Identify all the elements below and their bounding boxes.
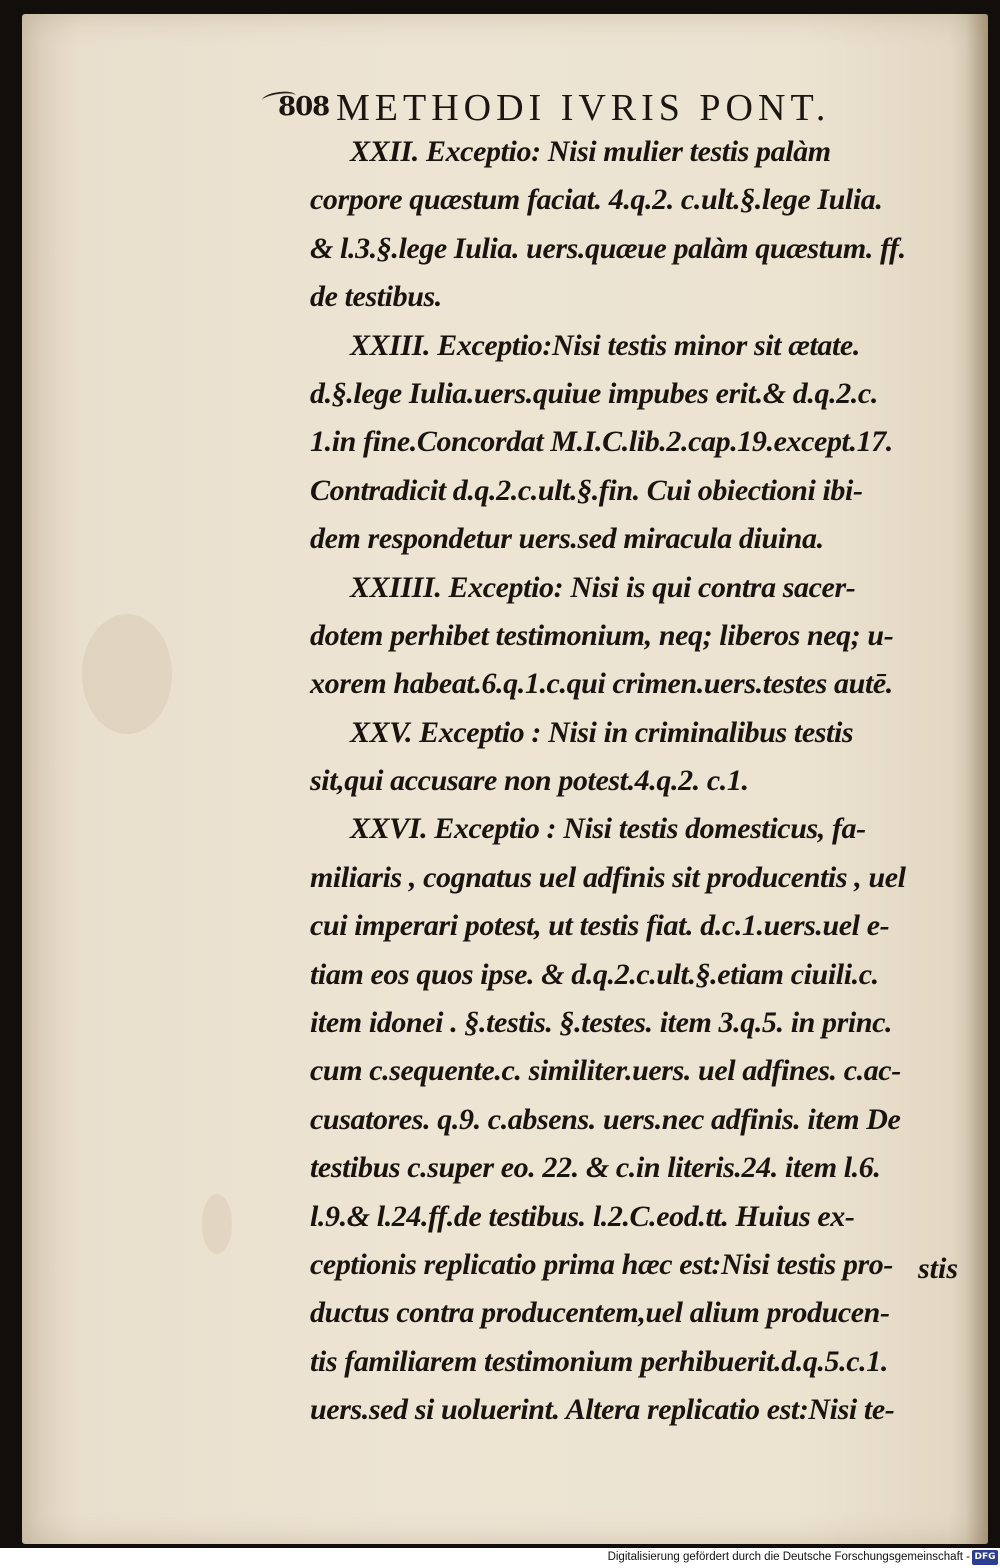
text-line: XXIIII. Exceptio: Nisi is qui contra sacer- — [350, 570, 856, 604]
footer-credit: Digitalisierung gefördert durch die Deutsche Forschungsgemeinschaft - — [607, 1551, 970, 1563]
text-line: cum c.sequente.c. similiter.uers. uel adfines. c.ac- — [310, 1054, 901, 1088]
text-line: dotem perhibet testimonium, neq; liberos neq; u- — [310, 618, 894, 652]
text-line: uers.sed si uoluerint. Altera replicatio est:Nisi te- — [310, 1393, 895, 1427]
text-line: testibus c.super eo. 22. & c.in literis.24. item l.6. — [310, 1151, 881, 1185]
paper-stain — [82, 614, 172, 734]
text-line: XXIII. Exceptio:Nisi testis minor sit ætate. — [350, 328, 860, 362]
running-head-title: METHODI IVRIS PONT. — [336, 87, 831, 129]
text-line: d.§.lege Iulia.uers.quiue impubes erit.& d.q.2.c. — [310, 376, 878, 410]
text-line: & l.3.§.lege Iulia. uers.quæue palàm quæstum. ff. — [310, 231, 906, 265]
text-line: ceptionis replicatio prima hæc est:Nisi testis pro- — [310, 1247, 893, 1281]
page-edge-shadow — [966, 14, 988, 1544]
text-line: cui imperari potest, ut testis fiat. d.c.1.uers.uel e- — [310, 909, 890, 943]
text-line: Contradicit d.q.2.c.ult.§.fin. Cui obiectioni ibi- — [310, 473, 863, 507]
text-line: sit,qui accusare non potest.4.q.2. c.1. — [310, 764, 749, 798]
text-line: xorem habeat.6.q.1.c.qui crimen.uers.testes autē. — [310, 667, 893, 701]
text-line: XXVI. Exceptio : Nisi testis domesticus, fa- — [350, 812, 866, 846]
text-line: l.9.& l.24.ff.de testibus. l.2.C.eod.tt. Huius ex- — [310, 1199, 855, 1233]
text-line: 1.in fine.Concordat M.I.C.lib.2.cap.19.except.17. — [310, 425, 893, 459]
text-line: ductus contra producentem,uel alium producen- — [310, 1296, 890, 1330]
text-line: cusatores. q.9. c.absens. uers.nec adfinis. item De — [310, 1102, 901, 1136]
page-number: 808 — [278, 92, 330, 122]
body-text — [310, 128, 950, 1435]
text-line: dem respondetur uers.sed miracula diuina. — [310, 522, 824, 556]
text-line: miliaris , cognatus uel adfinis sit producentis , uel — [310, 860, 906, 894]
catchword: stis — [918, 1252, 959, 1285]
digitization-footer — [0, 1548, 1000, 1568]
text-line: tis familiarem testimonium perhibuerit.d.q.5.c.1. — [310, 1344, 888, 1378]
paper-stain — [202, 1194, 232, 1254]
dfg-logo: DFG — [972, 1550, 998, 1565]
text-line: item idonei . §.testis. §.testes. item 3.q.5. in princ. — [310, 1006, 893, 1040]
text-line: XXII. Exceptio: Nisi mulier testis palàm — [350, 135, 831, 168]
running-head — [264, 86, 904, 132]
text-line: tiam eos quos ipse. & d.q.2.c.ult.§.etiam ciuili.c. — [310, 957, 879, 991]
text-line: de testibus. — [310, 280, 442, 314]
text-line: XXV. Exceptio : Nisi in criminalibus testis — [350, 715, 854, 749]
text-line: corpore quæstum faciat. 4.q.2. c.ult.§.lege Iulia. — [310, 183, 883, 217]
